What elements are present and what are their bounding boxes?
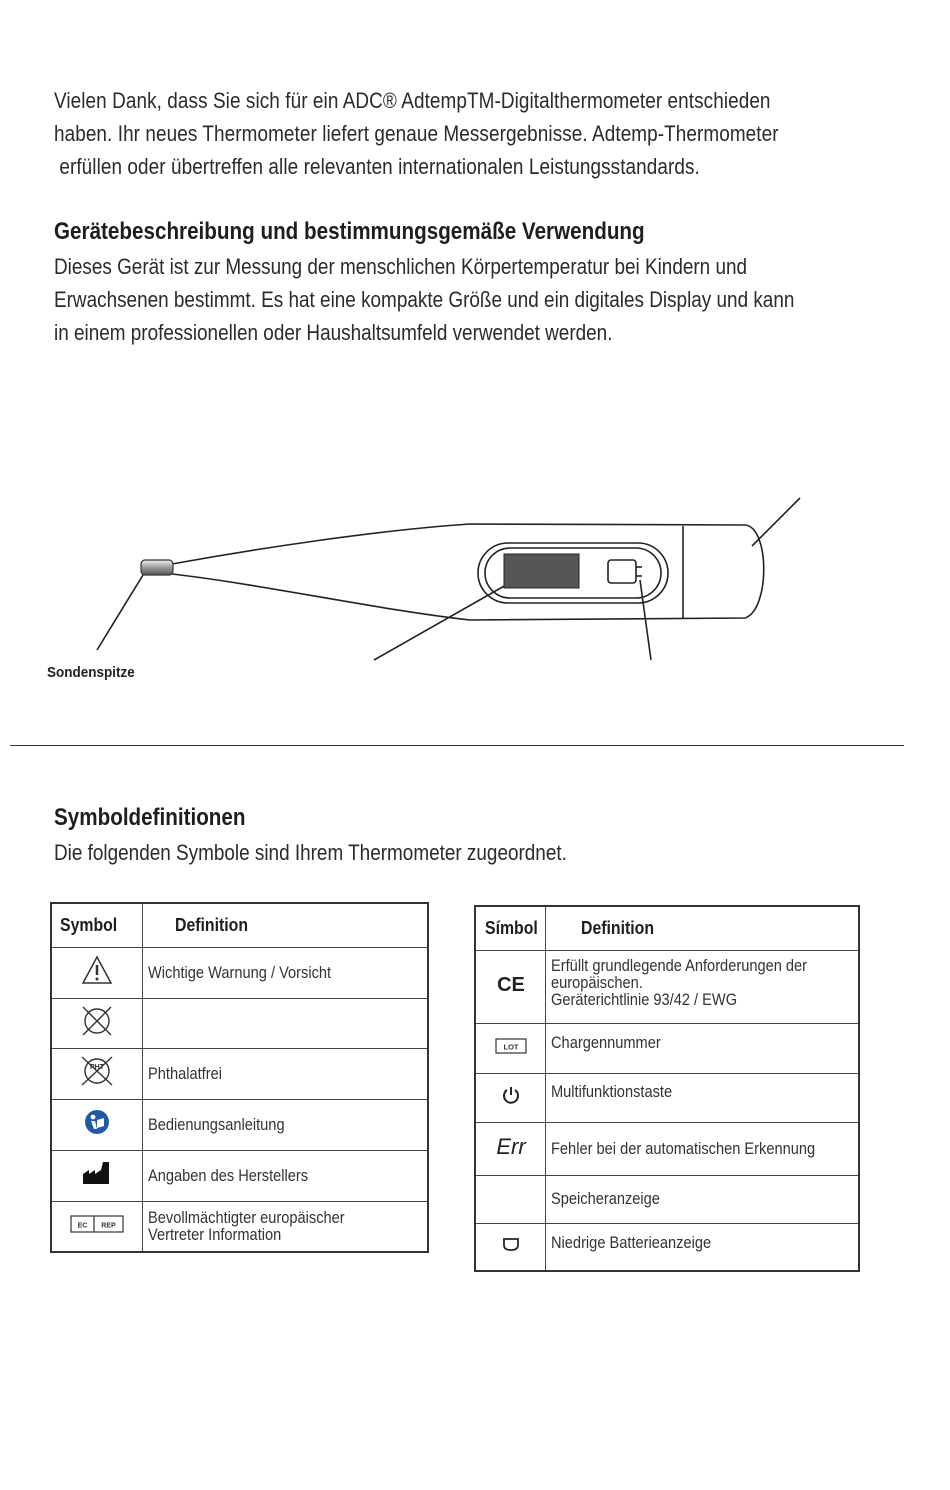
ce-mark-icon — [475, 950, 546, 1023]
definition-text: Multifunktionstaste — [551, 1081, 673, 1101]
symbol-table-right — [474, 905, 860, 1272]
ec-rep-icon — [51, 1201, 143, 1252]
table-row — [51, 998, 428, 1048]
table-row — [51, 1048, 428, 1099]
svg-text:CE: CE — [496, 974, 525, 996]
intro-line-2: haben. Ihr neues Thermometer liefert genaue Messergebnisse. Adtemp-Thermometer — [54, 121, 779, 146]
table-row — [51, 1150, 428, 1201]
description-heading: Gerätebeschreibung und bestimmungsgemäße Verwendung — [54, 218, 645, 245]
description-paragraph — [54, 250, 914, 349]
power-icon — [475, 1073, 546, 1122]
phthalate-free-icon — [51, 1048, 143, 1099]
symbols-subtitle: Die folgenden Symbole sind Ihrem Thermometer zugeordnet. — [54, 840, 567, 865]
warning-triangle-icon — [51, 947, 143, 998]
col-header-definition: Definition — [143, 903, 429, 947]
description-line-2: Erwachsenen bestimmt. Es hat eine kompakte Größe und ein digitales Display und kann — [54, 287, 795, 312]
definition-text: Angaben des Herstellers — [148, 1165, 309, 1185]
crossed-circle-icon — [51, 998, 143, 1048]
definition-text-line-2: Vertreter Information — [148, 1225, 282, 1245]
definition-text-line-1: Bevollmächtigter europäischer — [148, 1208, 345, 1228]
svg-text:PHT: PHT — [90, 1064, 104, 1071]
symbols-heading: Symboldefinitionen — [54, 804, 246, 831]
cap-leader-line — [752, 498, 800, 546]
probe-leader-line — [97, 575, 143, 650]
svg-text:EC: EC — [77, 1222, 88, 1230]
definition-text: Phthalatfrei — [148, 1063, 222, 1083]
probe-tip — [141, 560, 173, 575]
table-row — [51, 947, 428, 998]
table-row — [475, 950, 859, 1023]
thermometer-diagram — [0, 470, 950, 700]
table-row — [475, 1023, 859, 1073]
table-row — [51, 1201, 428, 1252]
probe-tip-label: Sondenspitze — [47, 664, 135, 681]
col-header-symbol: Symbol — [51, 903, 143, 947]
svg-text:LOT: LOT — [503, 1042, 518, 1051]
col-header-definition: Definition — [546, 906, 860, 950]
definition-text-line-2: europäischen. — [551, 972, 643, 992]
memory-icon — [475, 1175, 546, 1223]
definition-text-line-1: Erfüllt grundlegende Anforderungen der — [551, 955, 808, 975]
intro-line-1: Vielen Dank, dass Sie sich für ein ADC® AdtempTM-Digitalthermometer entschieden — [54, 88, 771, 113]
table-row — [51, 1099, 428, 1150]
col-header-symbol: Símbol — [475, 906, 546, 950]
instructions-manual-icon — [51, 1099, 143, 1150]
definition-text: Chargennummer — [551, 1032, 661, 1052]
button-leader-line — [640, 580, 651, 660]
thermometer-body — [172, 524, 764, 620]
table-row — [475, 1073, 859, 1122]
definition-text: Niedrige Batterieanzeige — [551, 1232, 712, 1252]
intro-paragraph — [54, 84, 802, 183]
display-leader-line — [374, 585, 506, 660]
table-row — [475, 1223, 859, 1271]
description-line-3: in einem professionellen oder Haushaltsumfeld verwendet werden. — [54, 320, 613, 345]
svg-text:REP: REP — [101, 1222, 116, 1230]
definition-text: Fehler bei der automatischen Erkennung — [551, 1138, 816, 1158]
definition-text: Wichtige Warnung / Vorsicht — [148, 962, 332, 982]
manufacturer-factory-icon — [51, 1150, 143, 1201]
section-divider — [10, 745, 904, 746]
table-row — [475, 1122, 859, 1175]
description-line-1: Dieses Gerät ist zur Messung der menschlichen Körpertemperatur bei Kindern und — [54, 254, 748, 279]
definition-text: Bedienungsanleitung — [148, 1114, 285, 1134]
table-row — [475, 1175, 859, 1223]
definition-text: Speicheranzeige — [551, 1189, 660, 1208]
lcd-screen — [504, 554, 579, 588]
definition-text-line-3: Geräterichtlinie 93/42 / EWG — [551, 989, 738, 1009]
low-battery-icon — [475, 1223, 546, 1271]
err-display-icon — [475, 1122, 546, 1175]
symbol-table-left — [50, 902, 429, 1253]
button-shape — [608, 560, 636, 583]
intro-line-3: erfüllen oder übertreffen alle relevanten internationalen Leistungsstandards. — [54, 154, 700, 179]
lot-icon — [475, 1023, 546, 1073]
svg-text:Err: Err — [495, 1134, 526, 1159]
